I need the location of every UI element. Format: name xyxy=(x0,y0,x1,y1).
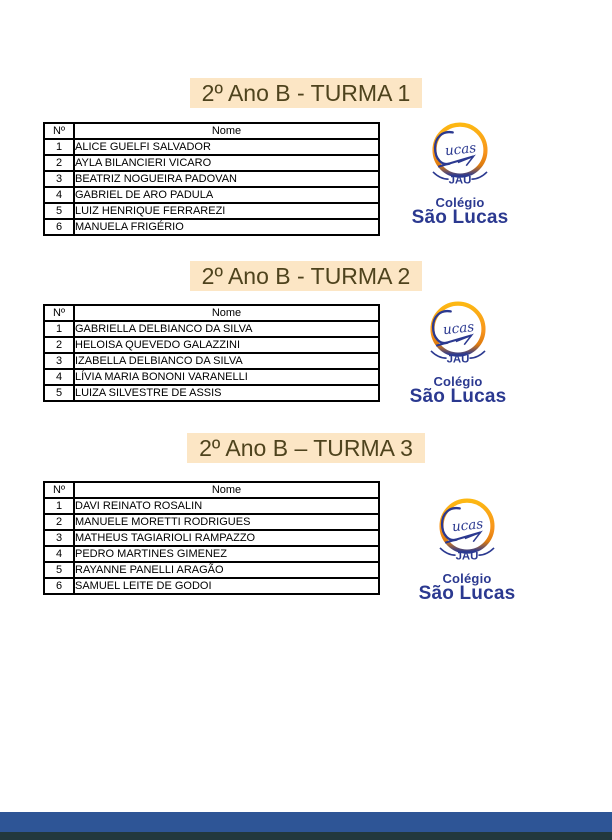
column-header-number: Nº xyxy=(44,123,74,139)
table-row xyxy=(44,139,379,155)
student-name: RAYANNE PANELLI ARAGÃO xyxy=(74,562,379,578)
column-header-name: Nome xyxy=(74,123,379,139)
table-row xyxy=(44,219,379,235)
logo-school-word1: Colégio xyxy=(442,570,492,586)
student-name: LUIZA SILVESTRE DE ASSIS xyxy=(74,385,379,401)
table-row xyxy=(44,385,379,401)
table-row xyxy=(44,337,379,353)
table-row xyxy=(44,369,379,385)
logo-school-word1: Colégio xyxy=(433,373,483,389)
section-title: 2º Ano B – TURMA 3 xyxy=(187,433,425,463)
section-title-row xyxy=(0,78,612,108)
table-row xyxy=(44,155,379,171)
table-row xyxy=(44,546,379,562)
student-name: MANUELA FRIGÉRIO xyxy=(74,219,379,235)
table-row xyxy=(44,514,379,530)
table-row xyxy=(44,171,379,187)
row-number: 3 xyxy=(44,171,74,187)
row-number: 5 xyxy=(44,562,74,578)
column-header-name: Nome xyxy=(74,482,379,498)
student-name: LUIZ HENRIQUE FERRAREZI xyxy=(74,203,379,219)
row-number: 2 xyxy=(44,337,74,353)
row-number: 5 xyxy=(44,385,74,401)
logo-school-word2: São Lucas xyxy=(409,385,507,407)
student-name: SAMUEL LEITE DE GODOI xyxy=(74,578,379,594)
row-number: 6 xyxy=(44,219,74,235)
section-title-row xyxy=(0,261,612,291)
table-row xyxy=(44,562,379,578)
footer-dark-strip xyxy=(0,832,612,840)
student-name: PEDRO MARTINES GIMENEZ xyxy=(74,546,379,562)
logo-school-word1: Colégio xyxy=(435,194,485,210)
row-number: 1 xyxy=(44,139,74,155)
table-row xyxy=(44,353,379,369)
section-title-row xyxy=(0,433,612,463)
student-name: AYLA BILANCIERI VICARO xyxy=(74,155,379,171)
table-row xyxy=(44,498,379,514)
school-logo xyxy=(415,497,519,603)
student-name: GABRIELLA DELBIANCO DA SILVA xyxy=(74,321,379,337)
logo-script-text: ucas xyxy=(442,319,475,339)
school-logo xyxy=(408,121,512,227)
roster-table-turma-1 xyxy=(43,122,380,236)
row-number: 5 xyxy=(44,203,74,219)
student-name: MATHEUS TAGIARIOLI RAMPAZZO xyxy=(74,530,379,546)
school-logo-emblem xyxy=(408,121,512,190)
logo-city-text: JAÚ xyxy=(448,174,472,187)
table-row xyxy=(44,578,379,594)
student-name: MANUELE MORETTI RODRIGUES xyxy=(74,514,379,530)
roster-table-turma-3 xyxy=(43,481,380,595)
section-title: 2º Ano B - TURMA 1 xyxy=(190,78,423,108)
table-header-row xyxy=(44,305,379,321)
table-row xyxy=(44,203,379,219)
row-number: 4 xyxy=(44,546,74,562)
student-name: DAVI REINATO ROSALIN xyxy=(74,498,379,514)
table-row xyxy=(44,530,379,546)
school-logo-emblem xyxy=(415,497,519,566)
student-name: ALICE GUELFI SALVADOR xyxy=(74,139,379,155)
student-name: BEATRIZ NOGUEIRA PADOVAN xyxy=(74,171,379,187)
row-number: 3 xyxy=(44,353,74,369)
row-number: 1 xyxy=(44,498,74,514)
row-number: 6 xyxy=(44,578,74,594)
table-header-row xyxy=(44,123,379,139)
school-logo xyxy=(406,300,510,406)
row-number: 2 xyxy=(44,514,74,530)
footer-blue-bar xyxy=(0,812,612,832)
row-number: 1 xyxy=(44,321,74,337)
table-header-row xyxy=(44,482,379,498)
school-logo-emblem xyxy=(406,300,510,369)
table-row xyxy=(44,321,379,337)
student-name: HELOISA QUEVEDO GALAZZINI xyxy=(74,337,379,353)
logo-school-word2: São Lucas xyxy=(411,206,509,228)
row-number: 2 xyxy=(44,155,74,171)
row-number: 3 xyxy=(44,530,74,546)
row-number: 4 xyxy=(44,369,74,385)
logo-script-text: ucas xyxy=(451,516,484,536)
roster-table-turma-2 xyxy=(43,304,380,402)
logo-school-word2: São Lucas xyxy=(418,582,516,604)
section-title: 2º Ano B - TURMA 2 xyxy=(190,261,423,291)
student-name: GABRIEL DE ARO PADULA xyxy=(74,187,379,203)
logo-city-text: JAÚ xyxy=(455,550,479,563)
logo-script-text: ucas xyxy=(444,140,477,160)
column-header-number: Nº xyxy=(44,482,74,498)
logo-city-text: JAÚ xyxy=(446,353,470,366)
column-header-number: Nº xyxy=(44,305,74,321)
student-name: LÍVIA MARIA BONONI VARANELLI xyxy=(74,369,379,385)
student-name: IZABELLA DELBIANCO DA SILVA xyxy=(74,353,379,369)
table-row xyxy=(44,187,379,203)
column-header-name: Nome xyxy=(74,305,379,321)
row-number: 4 xyxy=(44,187,74,203)
